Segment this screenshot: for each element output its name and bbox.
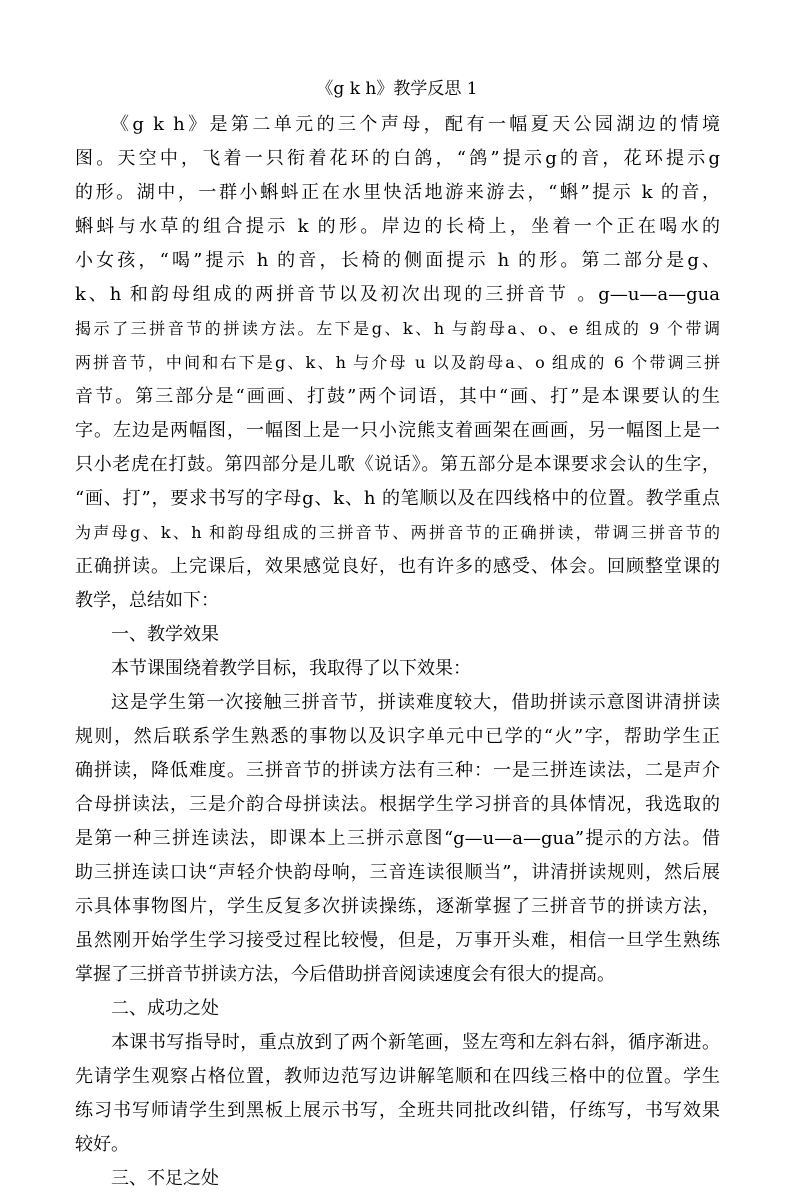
paragraph-line: 本节课围绕着教学目标，我取得了以下效果：	[111, 658, 471, 679]
paragraph-line: 合母拼读法，三是介韵合母拼读法。根据学生学习拼音的具体情况，我选取的	[75, 794, 720, 815]
paragraph-line: 示具体事物图片，学生反复多次拼读操练，逐渐掌握了三拼音节的拼读方法，	[75, 896, 720, 917]
paragraph-line: 的形。湖中，一群小蝌蚪正在水里快活地游来游去，“蝌”提示 k 的音，	[75, 182, 720, 203]
paragraph-line: 两拼音节，中间和右下是g、k、h 与介母 u 以及韵母a、o 组成的 6 个带调三拼	[75, 353, 720, 372]
paragraph-line: 音节。第三部分是“画画、打鼓”两个词语，其中“画、打”是本课要认的生	[75, 386, 720, 407]
paragraph-line: 虽然刚开始学生学习接受过程比较慢，但是，万事开头难，相信一旦学生熟练	[75, 930, 720, 951]
paragraph-line: 揭示了三拼音节的拼读方法。左下是g、k、h 与韵母a、o、e 组成的 9 个带调	[75, 319, 720, 338]
paragraph-line: 先请学生观察占格位置，教师边范写边讲解笔顺和在四线三格中的位置。学生	[75, 1066, 720, 1087]
section-heading: 二、成功之处	[111, 998, 219, 1019]
paragraph-line: 小女孩，“喝”提示 h 的音，长椅的侧面提示 h 的形。第二部分是g、	[75, 250, 720, 271]
paragraph-line: k、h 和韵母组成的两拼音节以及初次出现的三拼音节 。g—u—a—gua	[75, 284, 720, 305]
paragraph-line: 是第一种三拼连读法，即课本上三拼示意图“g—u—a—gua”提示的方法。借	[75, 828, 720, 849]
paragraph-line: 确拼读，降低难度。三拼音节的拼读方法有三种：一是三拼连读法，二是声介	[75, 760, 720, 781]
document-title: 《g k h》教学反思 1	[316, 79, 478, 99]
paragraph-line: “画、打”，要求书写的字母g、k、h 的笔顺以及在四线格中的位置。教学重点	[75, 488, 720, 509]
paragraph-line: 图。天空中，飞着一只衔着花环的白鸽，“鸽”提示g的音，花环提示g	[75, 148, 720, 169]
paragraph-line: 本课书写指导时，重点放到了两个新笔画，竖左弯和左斜右斜，循序渐进。	[111, 1032, 720, 1053]
paragraph-line: 教学，总结如下：	[75, 590, 219, 611]
section-heading: 三、不足之处	[111, 1168, 219, 1189]
paragraph-line: 这是学生第一次接触三拼音节，拼读难度较大，借助拼读示意图讲清拼读	[111, 692, 720, 713]
section-heading: 一、教学效果	[111, 624, 219, 645]
paragraph-line: 规则，然后联系学生熟悉的事物以及识字单元中已学的“火”字，帮助学生正	[75, 726, 720, 747]
paragraph-line: 《g k h》是第二单元的三个声母，配有一幅夏天公园湖边的情境	[111, 114, 720, 135]
paragraph-line: 只小老虎在打鼓。第四部分是儿歌《说话》。第五部分是本课要求会认的生字，	[75, 454, 720, 475]
paragraph-line: 较好。	[75, 1134, 129, 1155]
paragraph-line: 掌握了三拼音节拼读方法，今后借助拼音阅读速度会有很大的提高。	[75, 964, 615, 985]
paragraph-line: 练习书写师请学生到黑板上展示书写，全班共同批改纠错，仔练写，书写效果	[75, 1100, 720, 1121]
paragraph-line: 助三拼连读口诀“声轻介快韵母响，三音连读很顺当”，讲清拼读规则，然后展	[75, 862, 720, 883]
paragraph-line: 字。左边是两幅图，一幅图上是一只小浣熊支着画架在画画，另一幅图上是一	[75, 420, 720, 441]
paragraph-line: 蝌蚪与水草的组合提示 k 的形。岸边的长椅上，坐着一个正在喝水的	[75, 216, 720, 237]
paragraph-line: 为声母g、k、h 和韵母组成的三拼音节、两拼音节的正确拼读，带调三拼音节的	[75, 523, 720, 542]
document-body	[75, 108, 720, 1196]
paragraph-line: 正确拼读。上完课后，效果感觉良好，也有许多的感受、体会。回顾整堂课的	[75, 556, 720, 577]
